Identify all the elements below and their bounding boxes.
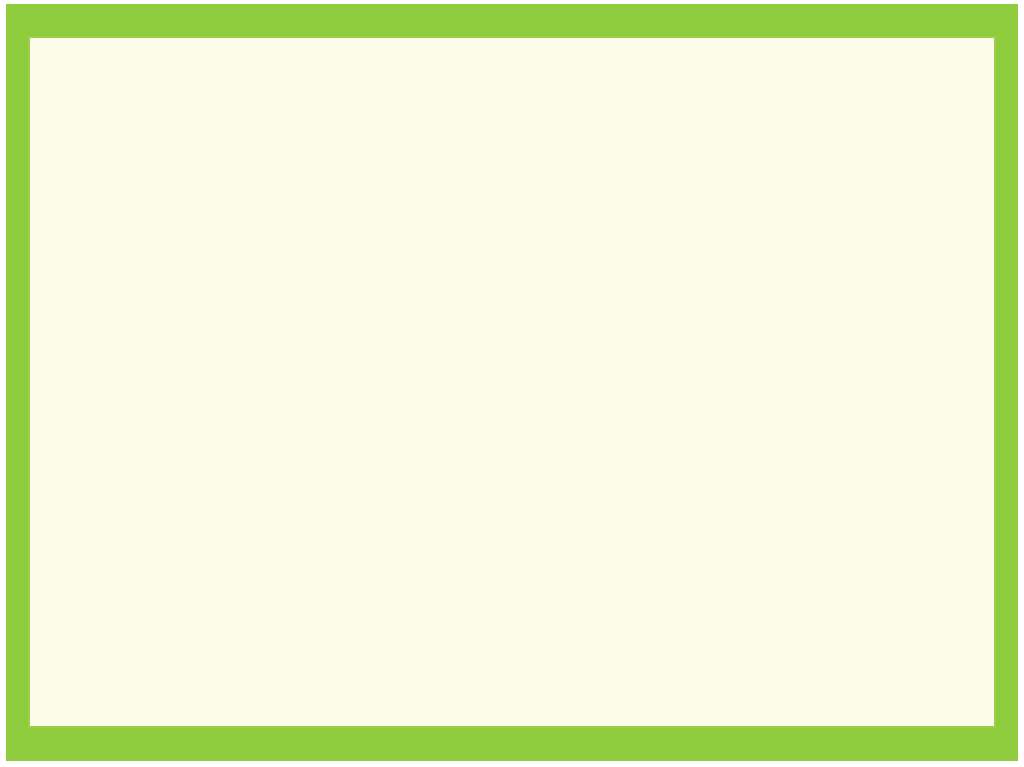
leaf-border-left [6, 44, 28, 704]
leaf-border-right [996, 44, 1018, 704]
leaf-garland-icon [6, 694, 1018, 761]
plan-section [578, 140, 958, 144]
leaf-border-top [6, 4, 1018, 64]
leaf-garland-icon [6, 4, 1018, 64]
leaf-garland-icon [996, 44, 1018, 704]
slide-frame [6, 4, 1018, 761]
leaf-border-bottom [6, 694, 1018, 761]
leaf-garland-icon [6, 44, 28, 704]
